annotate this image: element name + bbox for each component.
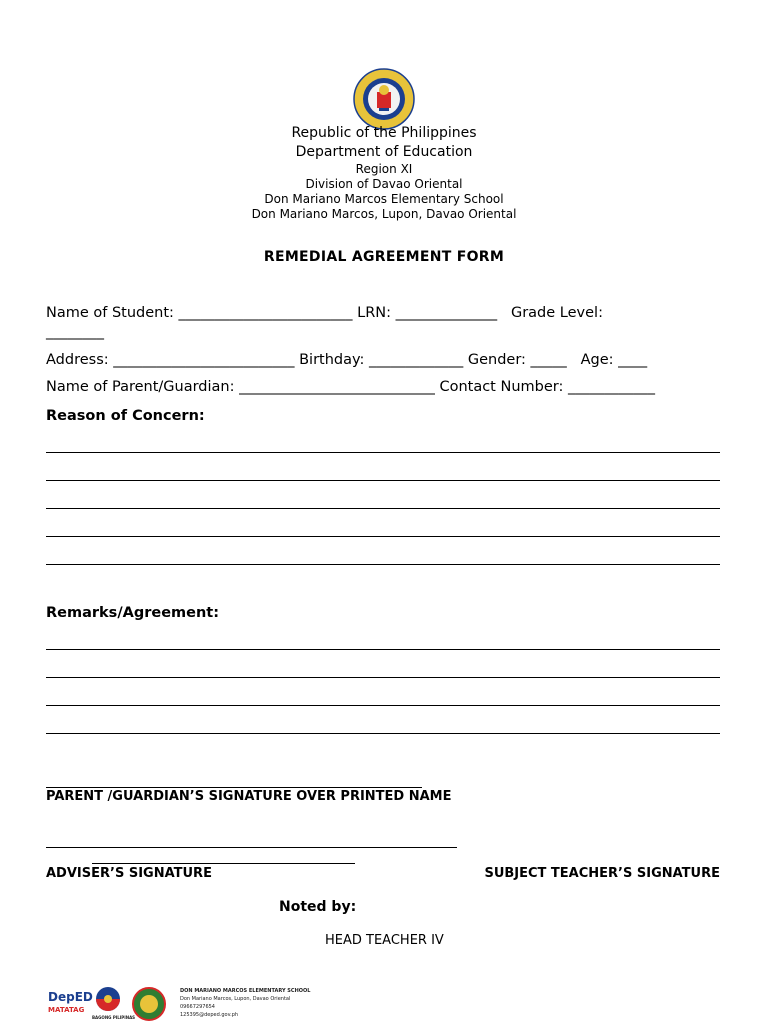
header-republic: Republic of the Philippines [291, 125, 477, 141]
reason-line [46, 508, 720, 509]
header-department: Department of Education [295, 144, 473, 160]
reason-line [46, 564, 720, 565]
remarks-label: Remarks/Agreement: [46, 605, 220, 621]
footer-email: 125395@deped.gov.ph [180, 1012, 239, 1018]
school-logo-icon [132, 987, 166, 1025]
remarks-line [46, 649, 720, 650]
adviser-signature-line [46, 847, 457, 848]
bagong-pilipinas-logo-icon [91, 986, 125, 1018]
matatag-logo: MATATAG [48, 1006, 85, 1014]
head-teacher-label: HEAD TEACHER IV [325, 933, 444, 948]
adviser-signature-label: ADVISER’S SIGNATURE [46, 866, 212, 881]
remarks-line [46, 733, 720, 734]
reason-line [46, 452, 720, 453]
footer-address: Don Mariano Marcos, Lupon, Davao Oriental [180, 996, 291, 1002]
remarks-line [46, 705, 720, 706]
reason-line [46, 536, 720, 537]
row-address-info: Address: _________________________ Birthday: _____________ Gender: _____ Age: ____ [46, 352, 648, 368]
row-grade-level-blank: ________ [46, 324, 104, 340]
reason-label: Reason of Concern: [46, 408, 205, 424]
noted-by-label: Noted by: [279, 899, 357, 915]
parent-signature-line [46, 787, 422, 788]
header-address: Don Mariano Marcos, Lupon, Davao Oriental [251, 207, 517, 221]
bagong-pilipinas-text: BAGONG PILIPINAS [92, 1015, 136, 1020]
deped-seal-icon [353, 68, 415, 130]
row-student-info: Name of Student: ________________________ LRN: ______________ Grade Level: [46, 305, 603, 321]
deped-logo: DepED [48, 990, 93, 1004]
parent-signature-label: PARENT /GUARDIAN’S SIGNATURE OVER PRINTED NAME [46, 789, 452, 804]
header-region: Region XI [355, 162, 413, 176]
footer-phone: 09667297654 [180, 1004, 215, 1010]
form-title: REMEDIAL AGREEMENT FORM [263, 249, 505, 265]
subject-teacher-signature-line [92, 863, 355, 864]
remarks-line [46, 677, 720, 678]
footer-logos [46, 984, 311, 1024]
header-school: Don Mariano Marcos Elementary School [264, 192, 504, 206]
subject-teacher-signature-label: SUBJECT TEACHER’S SIGNATURE [484, 866, 720, 881]
row-parent-info: Name of Parent/Guardian: ___________________________ Contact Number: ____________ [46, 379, 655, 395]
reason-line [46, 480, 720, 481]
footer-school-name: DON MARIANO MARCOS ELEMENTARY SCHOOL [180, 988, 311, 994]
header-division: Division of Davao Oriental [305, 177, 463, 191]
